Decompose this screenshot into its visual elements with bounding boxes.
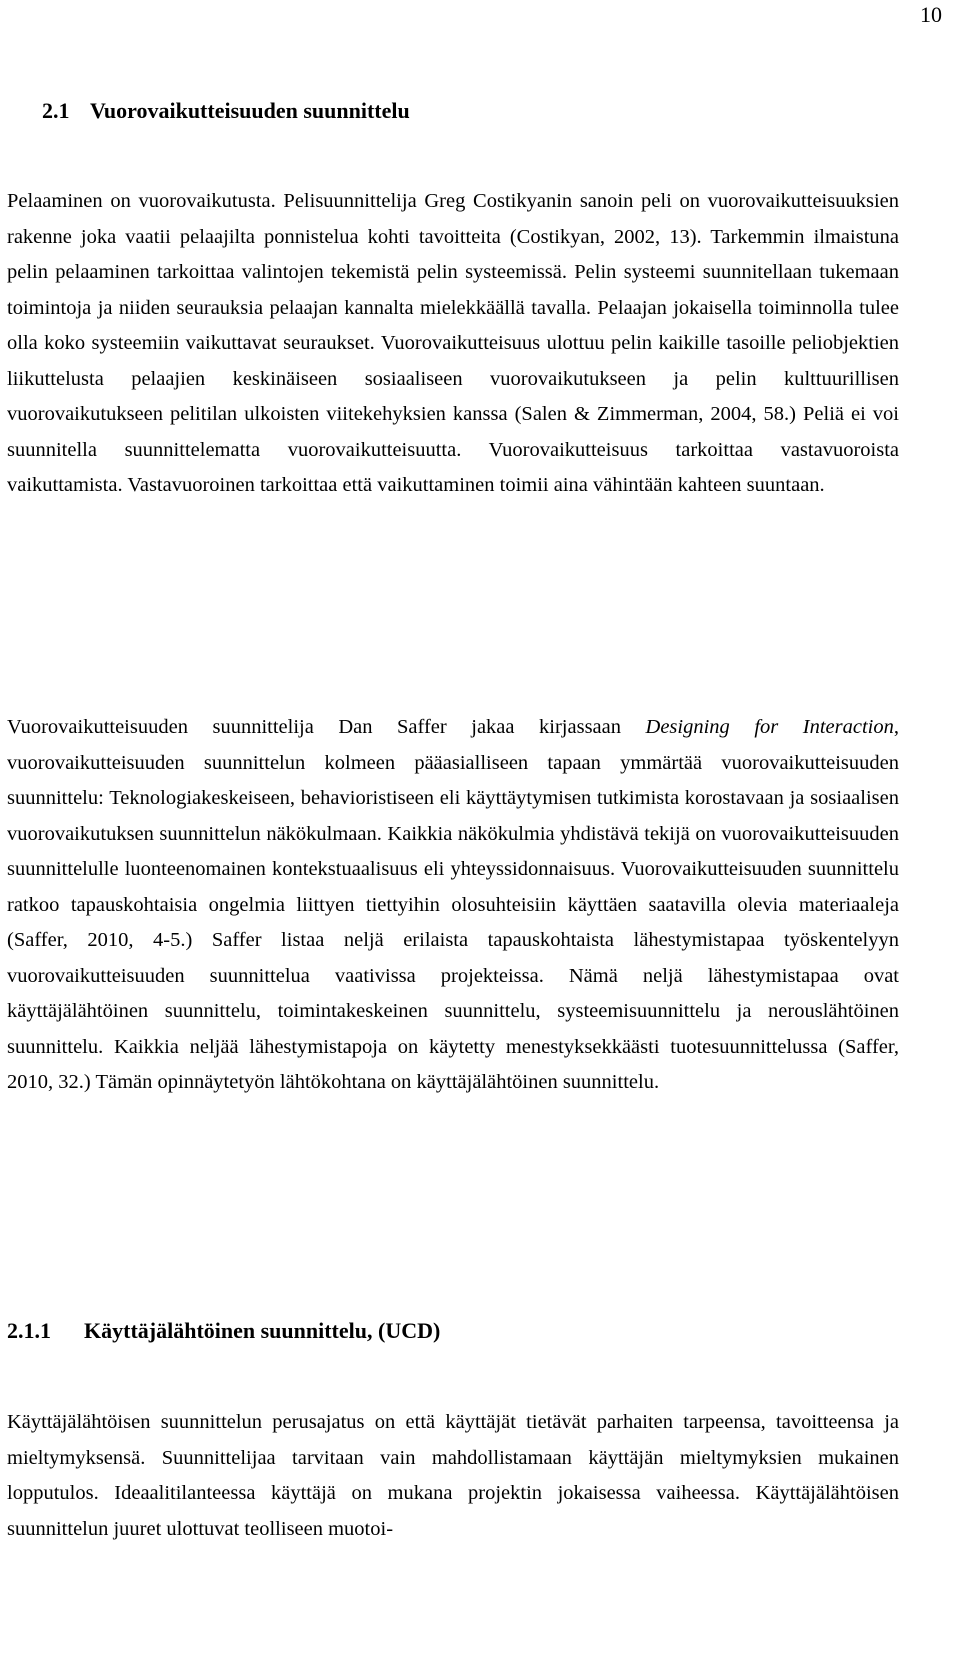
page-number: 10 <box>920 2 942 27</box>
subsection-title: Käyttäjälähtöinen suunnittelu, (UCD) <box>84 1318 441 1343</box>
book-title: Designing for Interaction <box>645 716 894 738</box>
section-title: Vuorovaikutteisuuden suunnittelu <box>90 98 410 123</box>
paragraph-3: Käyttäjälähtöisen suunnittelun perusajatus on että käyttäjät tietävät parhaiten tarpeensa, tavoitteensa ja mieltymyksensä. Suunnittelijaa tarvitaan vain mahdollistamaan käyttäjän mieltymyksien mukainen lopputulos. Ideaalitilanteessa käyttäjä on mukana projektin jokaisessa vaiheessa. Käyttäjälähtöisen suunnittelun juuret ulottuvat teolliseen muotoi- <box>7 1411 899 1540</box>
paragraph-2-body: , vuorovaikutteisuuden suunnittelun kolmeen pääasialliseen tapaan ymmärtää vuorovaikutteisuuden suunnittelu: Teknologiakeskeiseen, behavioristiseen eli käyttäytymisen tutkimista korostavaan ja sosiaalisen vuorovaikutuksen suunnittelun näkökulmaan. Kaikkia näkökulmia yhdistävä tekijä on vuorovaikutteisuuden suunnittelulle luonteenomainen kontekstuaalisuus eli yhteyssidonnaisuus. Vuorovaikutteisuuden suunnittelu ratkoo tapauskohtaisia ongelmia liittyen tiettyihin olosuhteisiin käyttäen saatavilla olevia materiaaleja (Saffer, 2010, 4-5.) Saffer listaa neljä erilaista tapauskohtaista lähestymistapaa työskentelyyn vuorovaikutteisuuden suunnittelua vaativissa projekteissa. Nämä neljä lähestymistapaa ovat käyttäjälähtöinen suunnittelu, toimintakeskeinen suunnittelu, systeemisuunnittelu ja nerouslähtöinen suunnittelu. Kaikkia neljää lähestymistapoja on käytetty menestyksekkäästi tuotesuunnittelussa (Saffer, 2010, 32.) Tämän opinnäytetyön lähtökohtana on käyttäjälähtöinen suunnittelu. <box>7 716 899 1093</box>
subsection-heading <box>7 1318 440 1344</box>
paragraph-2 <box>7 710 899 1101</box>
paragraph-2-intro: Vuorovaikutteisuuden suunnittelija Dan Saffer jakaa kirjassaan <box>7 716 646 738</box>
section-number: 2.1 <box>42 98 70 123</box>
subsection-number: 2.1.1 <box>7 1318 51 1343</box>
section-heading <box>42 98 410 124</box>
paragraph-1: Pelaaminen on vuorovaikutusta. Pelisuunnittelija Greg Costikyanin sanoin peli on vuorovaikutteisuuksien rakenne joka vaatii pelaajilta ponnistelua kohti tavoitteita (Costikyan, 2002, 13). Tarkemmin ilmaistuna pelin pelaaminen tarkoittaa valintojen tekemistä pelin systeemissä. Pelin systeemi suunnitellaan tukemaan toimintoja ja niiden seurauksia pelaajan kannalta mielekkäällä tavalla. Pelaajan jokaisella toiminnolla tulee olla koko systeemiin vaikuttavat seuraukset. Vuorovaikutteisuus ulottuu pelin kaikille tasoille peliobjektien liikuttelusta pelaajien keskinäiseen sosiaaliseen vuorovaikutukseen ja pelin kulttuurillisen vuorovaikutukseen pelitilan ulkoisten viitekehyksien kanssa (Salen & Zimmerman, 2004, 58.) Peliä ei voi suunnitella suunnittelematta vuorovaikutteisuutta. Vuorovaikutteisuus tarkoittaa vastavuoroista vaikuttamista. Vastavuoroinen tarkoittaa että vaikuttaminen toimii aina vähintään kahteen suuntaan. <box>7 190 899 496</box>
